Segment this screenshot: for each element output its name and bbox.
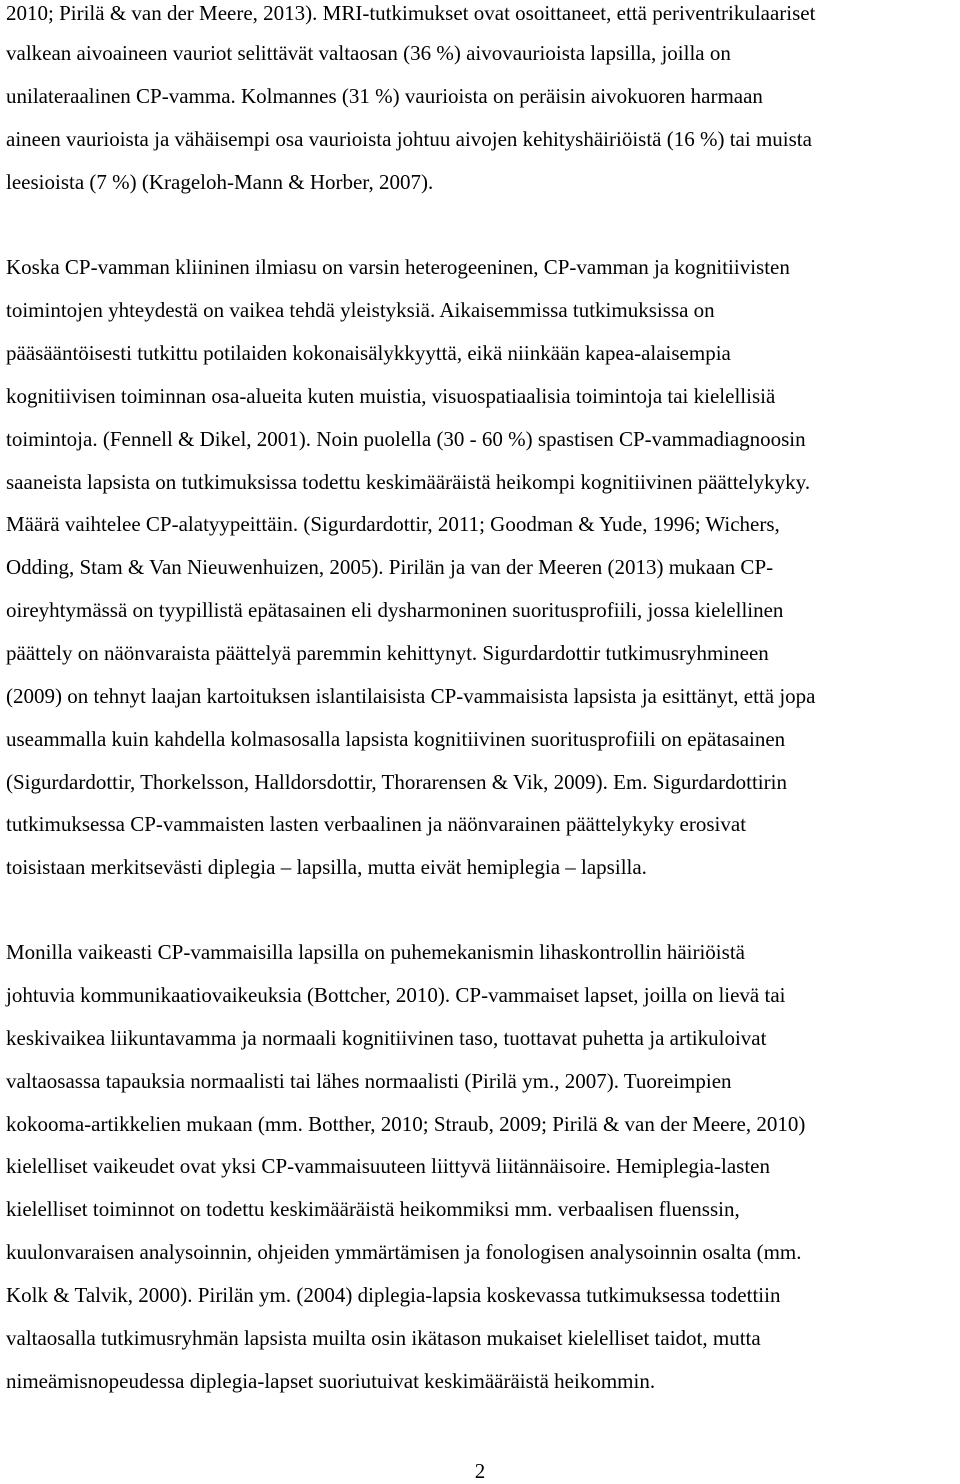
text-line: valkean aivoaineen vauriot selittävät valtaosan (36 %) aivovaurioista lapsilla, joilla on: [6, 41, 731, 65]
text-line: oireyhtymässä on tyypillistä epätasainen eli dysharmoninen suoritusprofiili, jossa kielellinen: [6, 598, 784, 622]
text-line: kuulonvaraisen analysoinnin, ohjeiden ymmärtämisen ja fonologisen analysoinnin osalta (mm.: [6, 1240, 802, 1264]
text-line: Määrä vaihtelee CP-alatyypeittäin. (Sigurdardottir, 2011; Goodman & Yude, 1996; Wichers,: [6, 512, 780, 536]
text-line: kielelliset toiminnot on todettu keskimääräistä heikommiksi mm. verbaalisen fluenssin,: [6, 1197, 740, 1221]
text-line: (2009) on tehnyt laajan kartoituksen islantilaisista CP-vammaisista lapsista ja esittänyt, että jopa: [6, 684, 816, 708]
text-line: (Sigurdardottir, Thorkelsson, Halldorsdottir, Thorarensen & Vik, 2009). Em. Sigurdardottirin: [6, 770, 787, 794]
text-line: unilateraalinen CP-vamma. Kolmannes (31 %) vaurioista on peräisin aivokuoren harmaan: [6, 84, 763, 108]
page-number: 2: [474, 1459, 486, 1483]
text-line: 2010; Pirilä & van der Meere, 2013). MRI-tutkimukset ovat osoittaneet, että periventrikulaariset: [6, 1, 816, 25]
text-line: toisistaan merkitsevästi diplegia – lapsilla, mutta eivät hemiplegia – lapsilla.: [6, 855, 647, 879]
text-line: aineen vaurioista ja vähäisempi osa vaurioista johtuu aivojen kehityshäiriöistä (16 %) tai muista: [6, 127, 812, 151]
text-line: valtaosalla tutkimusryhmän lapsista muilta osin ikätason mukaiset kielelliset taidot, mutta: [6, 1326, 761, 1350]
text-line: kielelliset vaikeudet ovat yksi CP-vammaisuuteen liittyvä liitännäisoire. Hemiplegia-lasten: [6, 1154, 770, 1178]
text-line: toimintoja. (Fennell & Dikel, 2001). Noin puolella (30 - 60 %) spastisen CP-vammadiagnoosin: [6, 427, 806, 451]
text-line: useammalla kuin kahdella kolmasosalla lapsista kognitiivinen suoritusprofiili on epätasainen: [6, 727, 786, 751]
text-line: johtuvia kommunikaatiovaikeuksia (Bottcher, 2010). CP-vammaiset lapset, joilla on lievä tai: [6, 983, 786, 1007]
text-line: saaneista lapsista on tutkimuksissa todettu keskimääräistä heikompi kognitiivinen päättelykyky.: [6, 470, 811, 494]
text-line: päättely on näönvaraista päättelyä paremmin kehittynyt. Sigurdardottir tutkimusryhmineen: [6, 641, 769, 665]
text-line: pääsääntöisesti tutkittu potilaiden kokonaisälykkyyttä, eikä niinkään kapea-alaisempia: [6, 341, 731, 365]
text-line: Monilla vaikeasti CP-vammaisilla lapsilla on puhemekanismin lihaskontrollin häiriöistä: [6, 940, 745, 964]
text-line: Odding, Stam & Van Nieuwenhuizen, 2005). Pirilän ja van der Meeren (2013) mukaan CP-: [6, 555, 774, 579]
text-line: kognitiivisen toiminnan osa-alueita kuten muistia, visuospatiaalisia toimintoja tai kielellisiä: [6, 384, 776, 408]
text-line: kokooma-artikkelien mukaan (mm. Botther, 2010; Straub, 2009; Pirilä & van der Meere, 2010): [6, 1112, 806, 1136]
text-line: nimeämisnopeudessa diplegia-lapset suoriutuivat keskimääräistä heikommin.: [6, 1369, 656, 1393]
text-line: leesioista (7 %) (Krageloh-Mann & Horber, 2007).: [6, 170, 434, 194]
text-line: valtaosassa tapauksia normaalisti tai lähes normaalisti (Pirilä ym., 2007). Tuoreimpien: [6, 1069, 732, 1093]
text-line: Koska CP-vamman kliininen ilmiasu on varsin heterogeeninen, CP-vamman ja kognitiivisten: [6, 255, 790, 279]
text-line: Kolk & Talvik, 2000). Pirilän ym. (2004) diplegia-lapsia koskevassa tutkimuksessa todettiin: [6, 1283, 781, 1307]
text-line: tutkimuksessa CP-vammaisten lasten verbaalinen ja näönvarainen päättelykyky erosivat: [6, 812, 747, 836]
text-line: toimintojen yhteydestä on vaikea tehdä yleistyksiä. Aikaisemmissa tutkimuksissa on: [6, 298, 715, 322]
text-line: keskivaikea liikuntavamma ja normaali kognitiivinen taso, tuottavat puhetta ja artikuloivat: [6, 1026, 767, 1050]
